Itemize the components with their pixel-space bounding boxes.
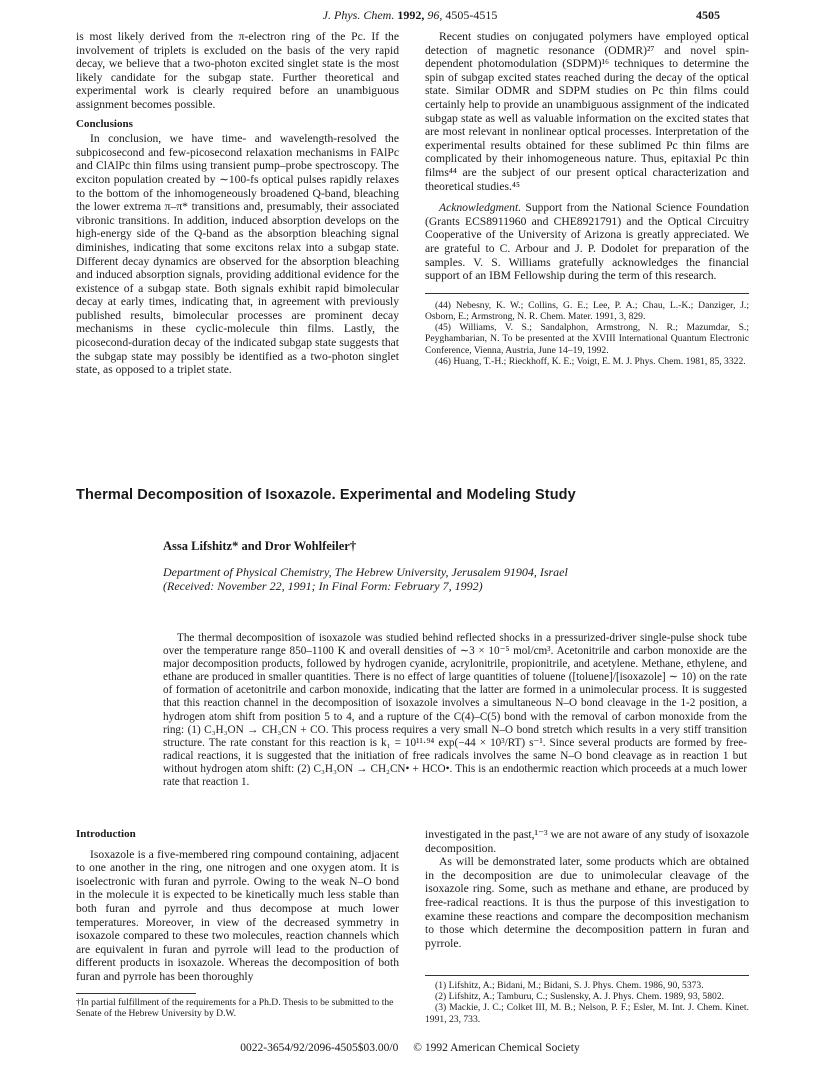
- author-footnote: †In partial fulfillment of the requirements for a Ph.D. Thesis to be submitted to the Senate of the Hebrew University by D.W.: [76, 997, 394, 1020]
- reference-item: (46) Huang, T.-H.; Rieckhoff, K. E.; Voigt, E. M. J. Phys. Chem. 1981, 85, 3322.: [435, 355, 746, 367]
- copyright: © 1992 American Chemical Society: [413, 1042, 580, 1054]
- prev-references: [425, 300, 749, 367]
- article-title: Thermal Decomposition of Isoxazole. Experimental and Modeling Study: [76, 487, 576, 503]
- acknowledgment-label: Acknowledgment.: [439, 201, 522, 215]
- intro-left-column: [76, 828, 399, 984]
- reference-item: (2) Lifshitz, A.; Tamburu, C.; Suslensky, A. J. Phys. Chem. 1989, 93, 5802.: [435, 991, 725, 1003]
- reference-item: (45) Williams, V. S.; Sandalphon, Armstrong, N. R.; Mazumdar, S.; Peyghambarian, N. To be presented at the XVIII International Quantum Electronic Conference, Vienna, Austria, June 14–19, 1992.: [425, 322, 749, 356]
- article-affiliation: [163, 565, 723, 593]
- intro-right-column: [425, 828, 749, 950]
- introduction-paragraph: Isoxazole is a five-membered ring compound containing, adjacent to one another in the ring, one nitrogen and one oxygen atom. It is isoelectronic with furan and pyrrole. Owing to the weak N–O bond in the molecule it is expected to be kinetically much less stable than both furan and pyrrole and thus decompose at much lower temperatures. Moreover, in view of the decreased symmetry in isoxazole compared to these two molecules, reaction channels which are equivalent in furan and pyrrole will lead to the production of different products in isoxazole. Whereas the decomposition of both furan and pyrrole has been thoroughly: [76, 847, 399, 983]
- acknowledgment-text: Support from the National Science Foundation (Grants ECS8911960 and CHE8921791) and the Optical Circuitry Cooperative of the University of Arizona is greatly appreciated. We are grateful to C. Arbour and J. P. Dodolet for preparation of the samples. V. S. Williams gratefully acknowledges the financial support of an IBM Fellowship during the term of this research.: [425, 201, 749, 283]
- footnote-area: [76, 993, 399, 1019]
- article-authors: Assa Lifshitz* and Dror Wohlfeiler†: [163, 539, 357, 553]
- page-footer: [0, 1042, 820, 1054]
- journal-name: J. Phys. Chem.: [322, 8, 395, 22]
- references-rule: [425, 293, 749, 294]
- footnote-rule: [76, 993, 196, 994]
- journal-volume: 96,: [427, 8, 443, 22]
- abstract: [163, 632, 747, 789]
- conclusions-heading: Conclusions: [76, 117, 133, 130]
- page-number: 4505: [696, 8, 720, 22]
- article-code: 0022-3654/92/2096-4505$03.00/0: [240, 1042, 399, 1054]
- references-rule: [425, 975, 749, 976]
- intro-right-paragraph-2: As will be demonstrated later, some products which are obtained in the decomposition are due to unimolecular cleavage of the isoxazole ring. Some, such as methane and ethane, are produced by free-radical reactions. It is thus the purpose of this investigation to examine these reactions and compare the decomposition mechanism to those which determine the decomposition pattern in furan and pyrrole.: [425, 855, 749, 950]
- abstract-text: The thermal decomposition of isoxazole was studied behind reflected shocks in a pressurized-driver single-pulse shock tube over the temperature range 850–1100 K and overall densities of ∼3 × 10⁻⁵ mol/cm³. Acetonitrile and carbon monoxide are the major decomposition products, followed by hydrogen cyanide, acrylonitrile, propionitrile, and acetylene. Methane, ethylene, and ethane are produced in smaller quantities. There is no effect of large quantities of toluene ([toluene]/[isoxazole] ∼ 10) on the rate of formation of acetonitrile and carbon monoxide, indicating that the latter are formed in a unimolecular process. It is suggested that this reaction channel in the decomposition of isoxazole involves a simultaneous N–O bond cleavage in the 1-2 position, a hydrogen atom shift from position 5 to 4, and a rupture of the C(4)–C(5) bond with the removal of carbon monoxide from the ring: (1) C₃H₃ON → CH₃CN + CO. This process requires a very small N–O bond stretch which results in a very stiff transition structure. The rate constant for this reaction is k₁ = 10¹¹·⁹⁴ exp(−44 × 10³/RT) s⁻¹. Since several products are formed by free-radical reactions, it is suggested that the initiation of free radicals involves the same N–O bond cleavage as in reaction 1 but without hydrogen atom shift: (2) C₃H₃ON → CH₂CN• + HCO•. This is an endothermic reaction which proceeds at a much lower rate that reaction 1.: [163, 632, 747, 789]
- intro-right-paragraph-1: investigated in the past,¹⁻³ we are not aware of any study of isoxazole decomposition.: [425, 828, 749, 855]
- journal-year: 1992,: [397, 8, 425, 22]
- prev-article-right-column: [425, 30, 749, 367]
- running-head: [0, 8, 820, 23]
- reference-item: (1) Lifshitz, A.; Bidani, M.; Bidani, S. J. Phys. Chem. 1986, 90, 5373.: [435, 980, 704, 991]
- introduction-heading: Introduction: [76, 828, 136, 840]
- affiliation-text: Department of Physical Chemistry, The Hebrew University, Jerusalem 91904, Israel: [163, 565, 568, 579]
- reference-item: (3) Mackie, J. C.; Colket III, M. B.; Nelson, P. F.; Esler, M. Int. J. Chem. Kinet. 1991, 23, 733.: [425, 1002, 749, 1025]
- prev-article-left-column: [76, 30, 399, 377]
- journal-pages: 4505-4515: [445, 8, 498, 22]
- prev-paragraph: is most likely derived from the π-electron ring of the Pc. If the involvement of triplets is excluded on the basis of the very rapid decay, we believe that a two-photon excited singlet state is the most likely candidate for the subgap state. Further theoretical and experimental work is clearly required before an unambiguous assignment becomes possible.: [76, 30, 399, 111]
- prev-right-paragraph: Recent studies on conjugated polymers have employed optical detection of magnetic resonance (ODMR)²⁷ and novel spin-dependent photomodulation (SDPM)¹⁶ techniques to determine the spin of subgap excited states reached during the decay of the optical state. Similar ODMR and SDPM studies on Pc thin films could certainly help to provide an unambiguous assignment of the indicated subgap state as well as valuable information on the excited states that are most relevant in nonlinear optical processes. Interpretation of the experimental results obtained for these sublimed Pc thin films are complicated by their inhomogeneous nature. Thus, epitaxial Pc thin films⁴⁴ are the subject of our present optical characterization and theoretical studies.⁴⁵: [425, 30, 749, 193]
- article-references: [425, 975, 749, 1025]
- acknowledgment-paragraph: [425, 201, 749, 283]
- reference-item: (44) Nebesny, K. W.; Collins, G. E.; Lee, P. A.; Chau, L.-K.; Danziger, J.; Osborn, E.; Armstrong, N. R. Chem. Mater. 1991, 3, 829.: [425, 299, 749, 322]
- received-dates: (Received: November 22, 1991; In Final Form: February 7, 1992): [163, 579, 483, 593]
- conclusions-paragraph: In conclusion, we have time- and wavelength-resolved the subpicosecond and few-picosecond relaxation mechanisms in FAlPc and ClAlPc thin films using transient pump–probe spectroscopy. The exciton population created by ∼100-fs optical pulses rapidly relaxes to the bottom of the inhomogeneously broadened Q-band, bleaching the lower extrema π–π* transitions and, presumably, their associated vibronic transitions. In addition, induced absorption develops on the high-energy side of the Q-band as the absorption bleaching signal diminishes, indicating that some excitons relax into a subgap state. Different decay dynamics are observed for the absorption bleaching and induced absorption signals, providing additional evidence for the existence of a subgap state. Both signals exhibit rapid bimolecular decay at early times, indicating that, in agreement with previously published results, bimolecular processes are prominent decay mechanisms in these cyclic-molecule thin films. Lastly, the picosecond-duration decay of the indicated subgap state suggests that the subgap state may possibly be identified as a two-photon singlet state, as opposed to a triplet state.: [76, 132, 399, 377]
